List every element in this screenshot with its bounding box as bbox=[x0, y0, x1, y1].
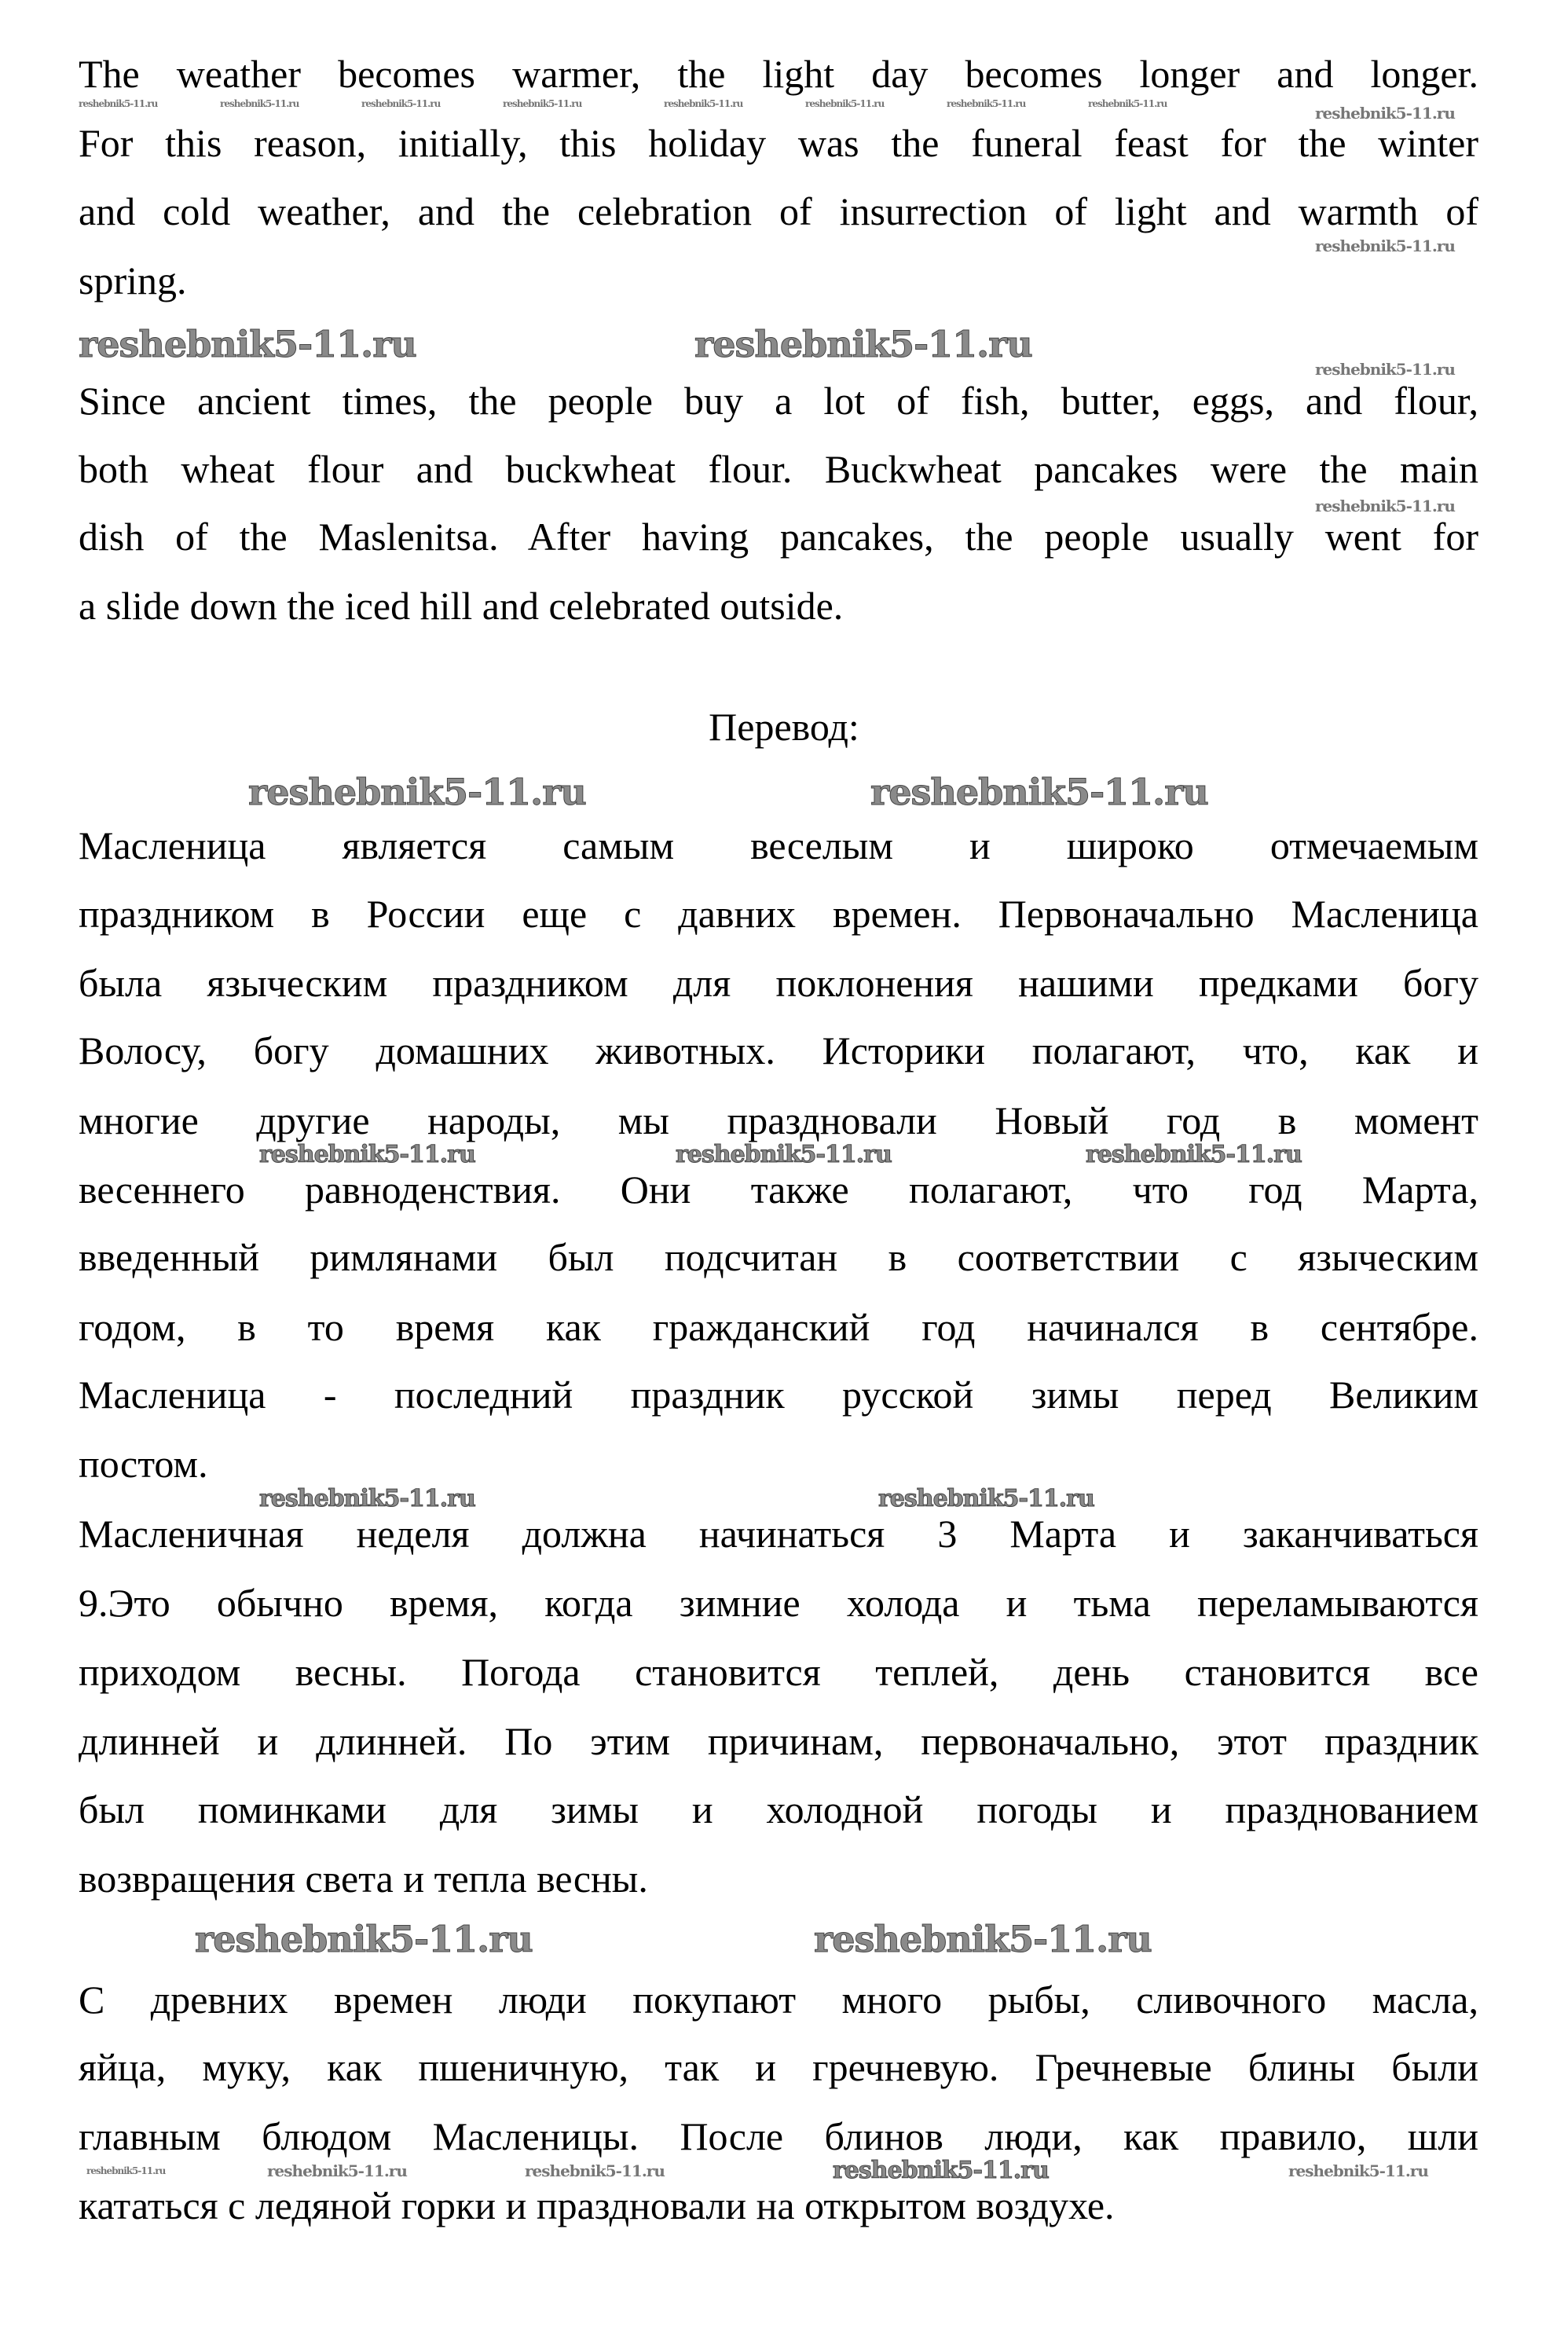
watermark: reshebnik5-11.ru bbox=[676, 1141, 892, 1168]
text-line: both wheat flour and buckwheat flour. Buckwheat pancakes were the main bbox=[79, 447, 1478, 491]
watermark: reshebnik5-11.ru bbox=[805, 98, 885, 109]
text-line: 9.Это обычно время, когда зимние холода и тьма переламываются bbox=[79, 1581, 1478, 1625]
text-line: For this reason, initially, this holiday was the funeral feast for the winter bbox=[79, 121, 1478, 165]
text-line: С древних времен люди покупают много рыбы, сливочного масла, bbox=[79, 1978, 1478, 2022]
watermark: reshebnik5-11.ru bbox=[947, 98, 1026, 109]
text-line: многие другие народы, мы праздновали Новый год в момент bbox=[79, 1098, 1478, 1142]
watermark: reshebnik5-11.ru bbox=[870, 771, 1208, 813]
text-line: годом, в то время как гражданский год начинался в сентябре. bbox=[79, 1305, 1478, 1349]
watermark: reshebnik5-11.ru bbox=[1315, 104, 1455, 123]
text-line: главным блюдом Масленицы. После блинов люди, как правило, шли bbox=[79, 2114, 1478, 2158]
text-line: кататься с ледяной горки и праздновали на открытом воздухе. bbox=[79, 2183, 1115, 2227]
watermark: reshebnik5-11.ru bbox=[248, 771, 586, 813]
watermark: reshebnik5-11.ru bbox=[503, 98, 582, 109]
text-line: dish of the Maslenitsa. After having pancakes, the people usually went for bbox=[79, 515, 1478, 559]
watermark: reshebnik5-11.ru bbox=[79, 323, 416, 365]
text-line: The weather becomes warmer, the light day becomes longer and longer. bbox=[79, 52, 1478, 96]
text-line: длинней и длинней. По этим причинам, первоначально, этот праздник bbox=[79, 1719, 1478, 1763]
text-line: and cold weather, and the celebration of insurrection of light and warmth of bbox=[79, 189, 1478, 233]
watermark: reshebnik5-11.ru bbox=[525, 2161, 665, 2180]
watermark: reshebnik5-11.ru bbox=[1315, 360, 1455, 379]
watermark: reshebnik5-11.ru bbox=[833, 2157, 1049, 2184]
watermark: reshebnik5-11.ru bbox=[1315, 497, 1455, 515]
watermark: reshebnik5-11.ru bbox=[1315, 236, 1455, 255]
text-line: spring. bbox=[79, 258, 187, 302]
watermark: reshebnik5-11.ru bbox=[267, 2161, 407, 2180]
text-line: Масленица является самым веселым и широко отмечаемым bbox=[79, 823, 1478, 867]
text-line: Масленичная неделя должна начинаться 3 Марта и заканчиваться bbox=[79, 1512, 1478, 1556]
text-line: Since ancient times, the people buy a lot of fish, butter, eggs, and flour, bbox=[79, 379, 1478, 423]
text-line: яйца, муку, как пшеничную, так и гречневую. Гречневые блины были bbox=[79, 2045, 1478, 2089]
watermark: reshebnik5-11.ru bbox=[79, 98, 158, 109]
text-line: весеннего равноденствия. Они также полагают, что год Марта, bbox=[79, 1168, 1478, 1212]
watermark: reshebnik5-11.ru bbox=[195, 1918, 533, 1960]
watermark: reshebnik5-11.ru bbox=[1288, 2161, 1428, 2180]
watermark: reshebnik5-11.ru bbox=[664, 98, 743, 109]
watermark: reshebnik5-11.ru bbox=[814, 1918, 1152, 1960]
text-line: был поминками для зимы и холодной погоды и празднованием bbox=[79, 1787, 1478, 1831]
watermark: reshebnik5-11.ru bbox=[361, 98, 441, 109]
watermark: reshebnik5-11.ru bbox=[1086, 1141, 1302, 1168]
watermark: reshebnik5-11.ru bbox=[259, 1485, 475, 1512]
text-line: приходом весны. Погода становится теплей, день становится все bbox=[79, 1650, 1478, 1694]
text-line: была языческим праздником для поклонения нашими предками богу bbox=[79, 961, 1478, 1005]
watermark: reshebnik5-11.ru bbox=[694, 323, 1032, 365]
text-line: Волосу, богу домашних животных. Историки полагают, что, как и bbox=[79, 1028, 1478, 1072]
text-line: возвращения света и тепла весны. bbox=[79, 1857, 648, 1901]
translation-heading: Перевод: bbox=[709, 705, 859, 749]
text-line: постом. bbox=[79, 1442, 208, 1486]
watermark: reshebnik5-11.ru bbox=[878, 1485, 1094, 1512]
text-line: введенный римлянами был подсчитан в соответствии с языческим bbox=[79, 1235, 1478, 1279]
text-line: праздником в России еще с давних времен. Первоначально Масленица bbox=[79, 892, 1478, 936]
watermark: reshebnik5-11.ru bbox=[259, 1141, 475, 1168]
watermark: reshebnik5-11.ru bbox=[220, 98, 299, 109]
watermark: reshebnik5-11.ru bbox=[1088, 98, 1167, 109]
text-line: a slide down the iced hill and celebrated outside. bbox=[79, 584, 844, 628]
watermark: reshebnik5-11.ru bbox=[86, 2165, 166, 2176]
text-line: Масленица - последний праздник русской зимы перед Великим bbox=[79, 1373, 1478, 1417]
